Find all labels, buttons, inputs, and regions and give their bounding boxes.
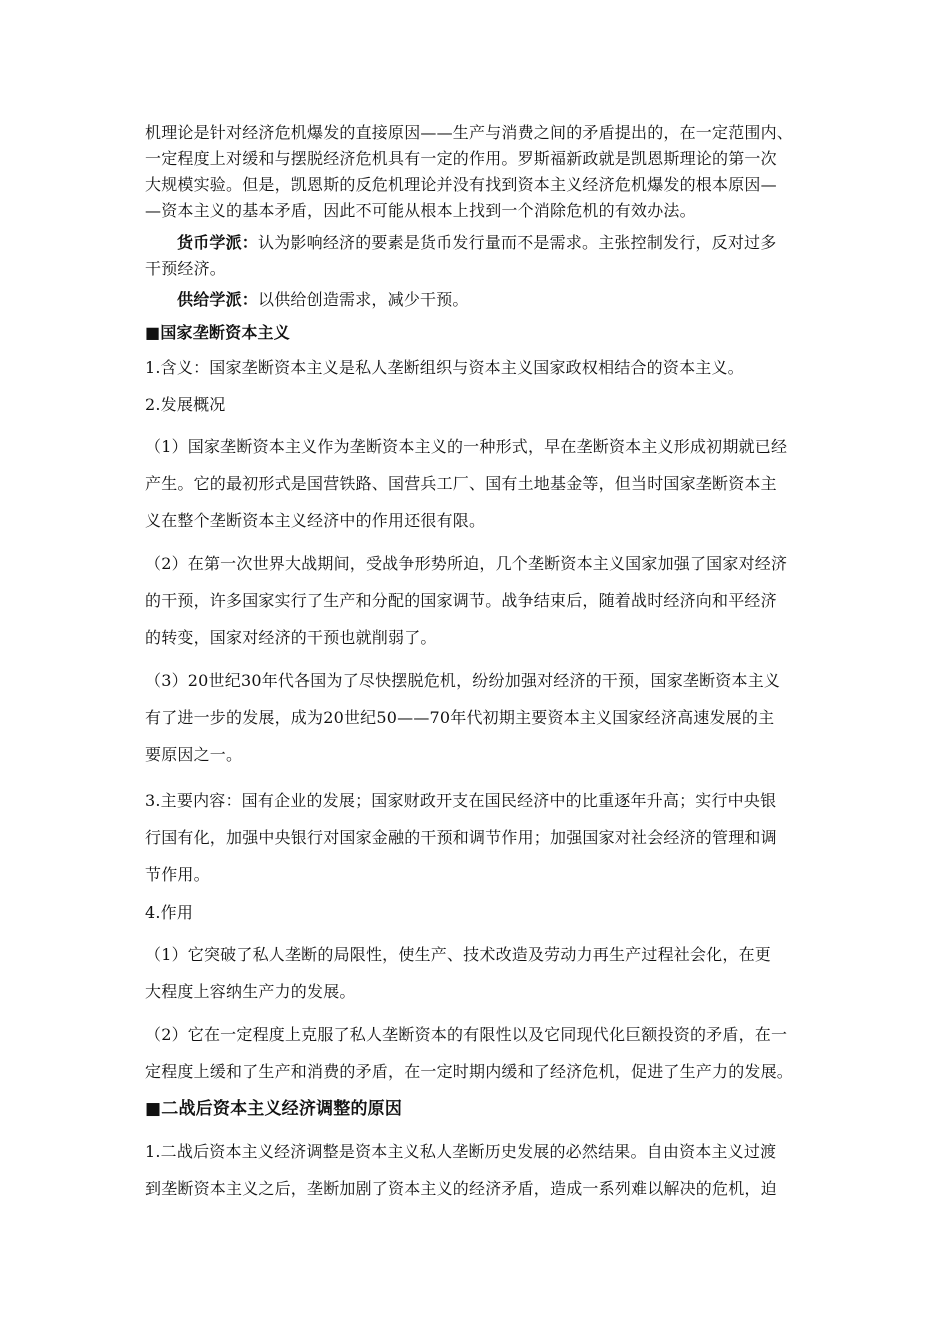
text-line: 的干预，许多国家实行了生产和分配的国家调节。战争结束后，随着战时经济向和平经济 (145, 591, 777, 610)
monetarism-paragraph (145, 230, 809, 282)
supply-text: 以供给创造需求，减少干预。 (258, 290, 469, 309)
meaning-paragraph (145, 355, 809, 381)
text-line: （2）在第一次世界大战期间，受战争形势所迫，几个垄断资本主义国家加强了国家对经济 (145, 554, 788, 573)
text-line: 大程度上容纳生产力的发展。 (145, 982, 356, 1001)
text-line: 1.含义：国家垄断资本主义是私人垄断组织与资本主义国家政权相结合的资本主义。 (145, 358, 744, 377)
text-line: 到垄断资本主义之后，垄断加剧了资本主义的经济矛盾，造成一系列难以解决的危机，迫 (145, 1179, 777, 1198)
intro-paragraph (145, 120, 809, 224)
monetarism-label: 货币学派： (177, 233, 259, 252)
text-line: 有了进一步的发展，成为20世纪50——70年代初期主要资本主义国家经济高速发展的主 (145, 708, 775, 727)
section-heading (145, 320, 809, 346)
reason-paragraph (145, 1133, 809, 1207)
supply-paragraph (145, 287, 809, 313)
supply-label: 供给学派： (177, 290, 259, 309)
section-title: 国家垄断资本主义 (160, 323, 290, 342)
development-item-2 (145, 545, 809, 656)
monetarism-text: 认为影响经济的要素是货币发行量而不是需求。主张控制发行，反对过多 (258, 233, 777, 252)
text-line: 4.作用 (145, 903, 194, 922)
role-title (145, 900, 809, 926)
text-line: （3）20世纪30年代各国为了尽快摆脱危机，纷纷加强对经济的干预，国家垄断资本主义 (145, 671, 781, 690)
square-marker-icon: ■ (145, 323, 161, 342)
development-item-3 (145, 662, 809, 773)
role-item-1 (145, 936, 809, 1010)
text-line: 干预经济。 (145, 259, 227, 278)
text-line: 一定程度上对缓和与摆脱经济危机具有一定的作用。罗斯福新政就是凯恩斯理论的第一次 (145, 149, 777, 168)
text-line: 3.主要内容：国有企业的发展；国家财政开支在国民经济中的比重逐年升高；实行中央银 (145, 791, 777, 810)
square-marker-icon: ■ (145, 1099, 162, 1119)
text-line: （1）它突破了私人垄断的局限性，使生产、技术改造及劳动力再生产过程社会化，在更 (145, 945, 771, 964)
text-line: —资本主义的基本矛盾，因此不可能从根本上找到一个消除危机的有效办法。 (145, 201, 696, 220)
development-item-1 (145, 428, 809, 539)
text-line: （1）国家垄断资本主义作为垄断资本主义的一种形式，早在垄断资本主义形成初期就已经 (145, 437, 788, 456)
text-line (145, 230, 809, 256)
role-item-2 (145, 1016, 809, 1090)
text-line: 行国有化，加强中央银行对国家金融的干预和调节作用；加强国家对社会经济的管理和调 (145, 828, 777, 847)
text-line: 定程度上缓和了生产和消费的矛盾，在一定时期内缓和了经济危机，促进了生产力的发展。 (145, 1062, 794, 1081)
section-heading (145, 1095, 809, 1123)
text-line (145, 287, 809, 313)
text-line: 产生。它的最初形式是国营铁路、国营兵工厂、国有土地基金等，但当时国家垄断资本主 (145, 474, 777, 493)
text-line: 的转变，国家对经济的干预也就削弱了。 (145, 628, 437, 647)
text-line: 2.发展概况 (145, 395, 226, 414)
text-line: 大规模实验。但是，凯恩斯的反危机理论并没有找到资本主义经济危机爆发的根本原因— (145, 175, 777, 194)
text-line: 要原因之一。 (145, 745, 243, 764)
text-line: 节作用。 (145, 865, 210, 884)
text-line: （2）它在一定程度上克服了私人垄断资本的有限性以及它同现代化巨额投资的矛盾，在一 (145, 1025, 788, 1044)
section-title: 二战后资本主义经济调整的原因 (161, 1099, 403, 1119)
text-line: 1.二战后资本主义经济调整是资本主义私人垄断历史发展的必然结果。自由资本主义过渡 (145, 1142, 777, 1161)
main-content-paragraph (145, 782, 809, 893)
text-line: 机理论是针对经济危机爆发的直接原因——生产与消费之间的矛盾提出的，在一定范围内、 (145, 123, 794, 142)
development-title (145, 392, 809, 418)
text-line: 义在整个垄断资本主义经济中的作用还很有限。 (145, 511, 486, 530)
